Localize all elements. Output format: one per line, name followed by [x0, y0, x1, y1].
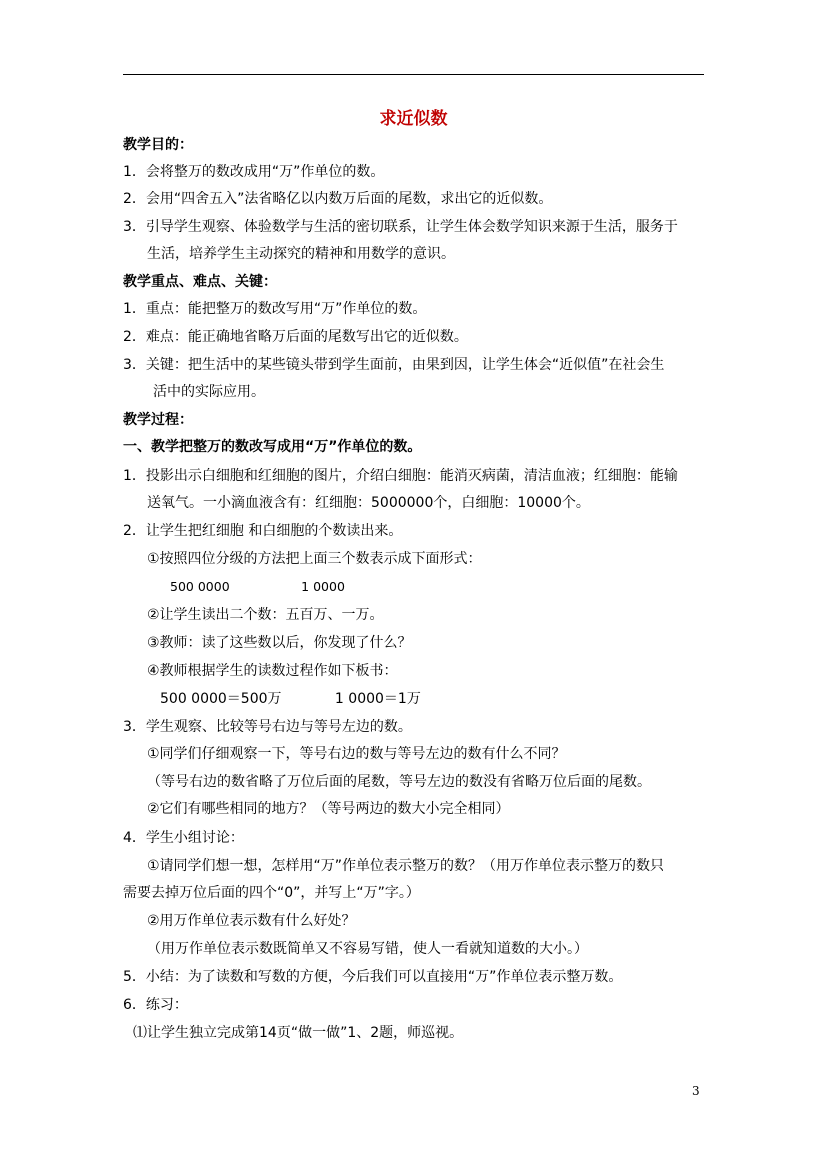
step-2: 2．让学生把红细胞 和白细胞的个数读出来。 — [123, 523, 403, 539]
step-3-item-1-answer: （等号右边的数省略了万位后面的尾数，等号左边的数没有省略万位后面的尾数。 — [147, 774, 651, 790]
objective-3: 3．引导学生观察、体验数学与生活的密切联系，让学生体会数学知识来源于生活，服务于 — [123, 219, 678, 235]
step-6-item-1: ⑴让学生独立完成第14页“做一做”1、2题，师巡视。 — [133, 1025, 464, 1041]
step-2-item-3: ③教师：读了这些数以后，你发现了什么？ — [147, 635, 412, 651]
page-title: 求近似数 — [379, 109, 448, 129]
step-4-item-2: ②用万作单位表示数有什么好处？ — [147, 913, 356, 929]
step-6: 6．练习： — [123, 997, 188, 1013]
key-point-3: 3．关键：把生活中的某些镜头带到学生面前，由果到因，让学生体会“近似值”在社会生 — [123, 357, 665, 373]
objective-3-cont: 生活，培养学生主动探究的精神和用数学的意识。 — [147, 246, 455, 262]
step-3-item-1: ①同学们仔细观察一下，等号右边的数与等号左边的数有什么不同？ — [147, 746, 566, 762]
objective-1: 1．会将整万的数改成用“万”作单位的数。 — [123, 164, 385, 180]
step-4-item-1-cont: 需要去掉万位后面的四个“0”，并写上“万”字。） — [123, 885, 420, 901]
step-2-item-4: ④教师根据学生的读数过程作如下板书： — [147, 663, 398, 679]
step-3: 3．学生观察、比较等号右边与等号左边的数。 — [123, 719, 412, 735]
page-number: 3 — [692, 1084, 700, 1098]
step-1: 1．投影出示白细胞和红细胞的图片，介绍白细胞：能消灭病菌，清洁血液；红细胞：能输 — [123, 468, 678, 484]
step-1-cont: 送氧气。一小滴血液含有：红细胞：5000000个，白细胞：10000个。 — [147, 495, 590, 511]
objective-2: 2．会用“四舍五入”法省略亿以内数万后面的尾数，求出它的近似数。 — [123, 191, 553, 207]
number-example-2: 500 0000＝500万 1 0000＝1万 — [160, 691, 421, 707]
header-rule — [123, 74, 704, 75]
section-heading-objectives: 教学目的： — [123, 137, 193, 153]
key-point-3-cont: 活中的实际应用。 — [153, 384, 265, 400]
step-4-item-1: ①请同学们想一想，怎样用“万”作单位表示整万的数？（用万作单位表示整万的数只 — [147, 858, 665, 874]
step-3-item-2: ②它们有哪些相同的地方？（等号两边的数大小完全相同） — [147, 801, 510, 817]
step-2-item-1: ①按照四位分级的方法把上面三个数表示成下面形式： — [147, 551, 482, 567]
step-4: 4．学生小组讨论： — [123, 830, 244, 846]
step-5: 5．小结：为了读数和写数的方便，今后我们可以直接用“万”作单位表示整万数。 — [123, 969, 623, 985]
key-point-1: 1．重点：能把整万的数改写用“万”作单位的数。 — [123, 301, 427, 317]
step-2-item-2: ②让学生读出二个数：五百万、一万。 — [147, 607, 384, 623]
key-point-2: 2．难点：能正确地省略万后面的尾数写出它的近似数。 — [123, 329, 468, 345]
section-heading-process: 教学过程： — [123, 412, 193, 428]
subsection-heading-1: 一、教学把整万的数改写成用“万”作单位的数。 — [123, 439, 422, 455]
number-example-1: 500 0000 1 0000 — [170, 579, 345, 594]
step-4-item-2-answer: （用万作单位表示数既简单又不容易写错，使人一看就知道数的大小。） — [147, 941, 588, 957]
section-heading-key-points: 教学重点、难点、关键： — [123, 274, 277, 290]
